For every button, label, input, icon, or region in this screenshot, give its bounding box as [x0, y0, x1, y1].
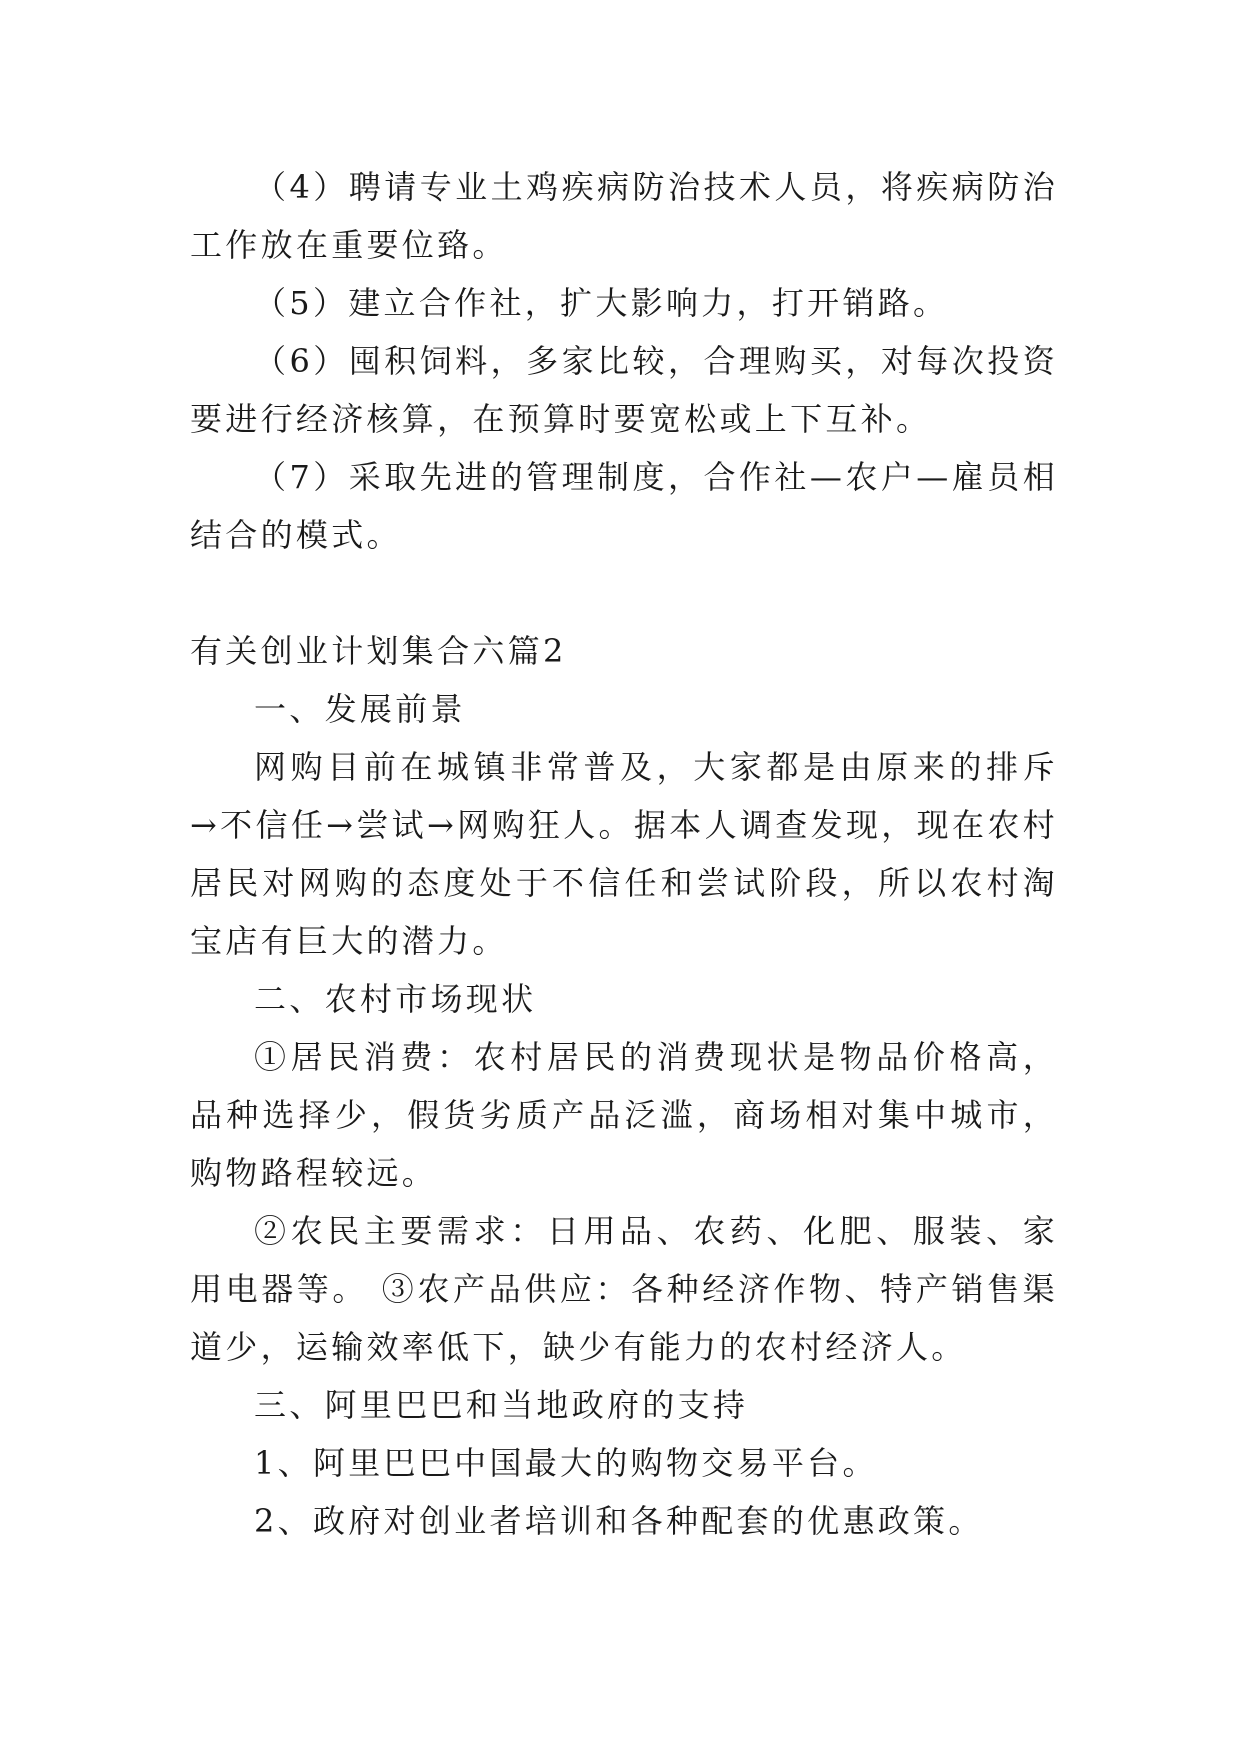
list-item-5: （5）建立合作社，扩大影响力，打开销路。 [254, 284, 949, 322]
list-item-4: （4）聘请专业土鸡疾病防治技术人员，将疾病防治工作放在重要位臵。 [190, 168, 1058, 264]
paragraph-farmer-needs: ②农民主要需求：日用品、农药、化肥、服装、家用电器等。 ③农产品供应：各种经济作物、特产销售渠道少，运输效率低下，缺少有能力的农村经济人。 [190, 1212, 1058, 1366]
document-body [190, 158, 1058, 1550]
heading-support: 三、阿里巴巴和当地政府的支持 [254, 1386, 749, 1424]
list-item-7: （7）采取先进的管理制度，合作社—农户—雇员相结合的模式。 [190, 458, 1058, 554]
section-title: 有关创业计划集合六篇2 [190, 632, 567, 670]
section-gap [190, 564, 1058, 622]
paragraph-online-shopping: 网购目前在城镇非常普及，大家都是由原来的排斥→不信任→尝试→网购狂人。据本人调查发现，现在农村居民对网购的态度处于不信任和尝试阶段，所以农村淘宝店有巨大的潜力。 [190, 748, 1058, 960]
paragraph-resident-consumption: ①居民消费：农村居民的消费现状是物品价格高，品种选择少，假货劣质产品泛滥，商场相对集中城市，购物路程较远。 [190, 1038, 1058, 1192]
heading-development-prospects: 一、发展前景 [254, 690, 466, 728]
paragraph-government: 2、政府对创业者培训和各种配套的优惠政策。 [254, 1502, 984, 1540]
heading-rural-market: 二、农村市场现状 [254, 980, 537, 1018]
list-item-6: （6）囤积饲料，多家比较，合理购买，对每次投资要进行经济核算，在预算时要宽松或上下互补。 [190, 342, 1058, 438]
paragraph-alibaba: 1、阿里巴巴中国最大的购物交易平台。 [254, 1444, 878, 1482]
